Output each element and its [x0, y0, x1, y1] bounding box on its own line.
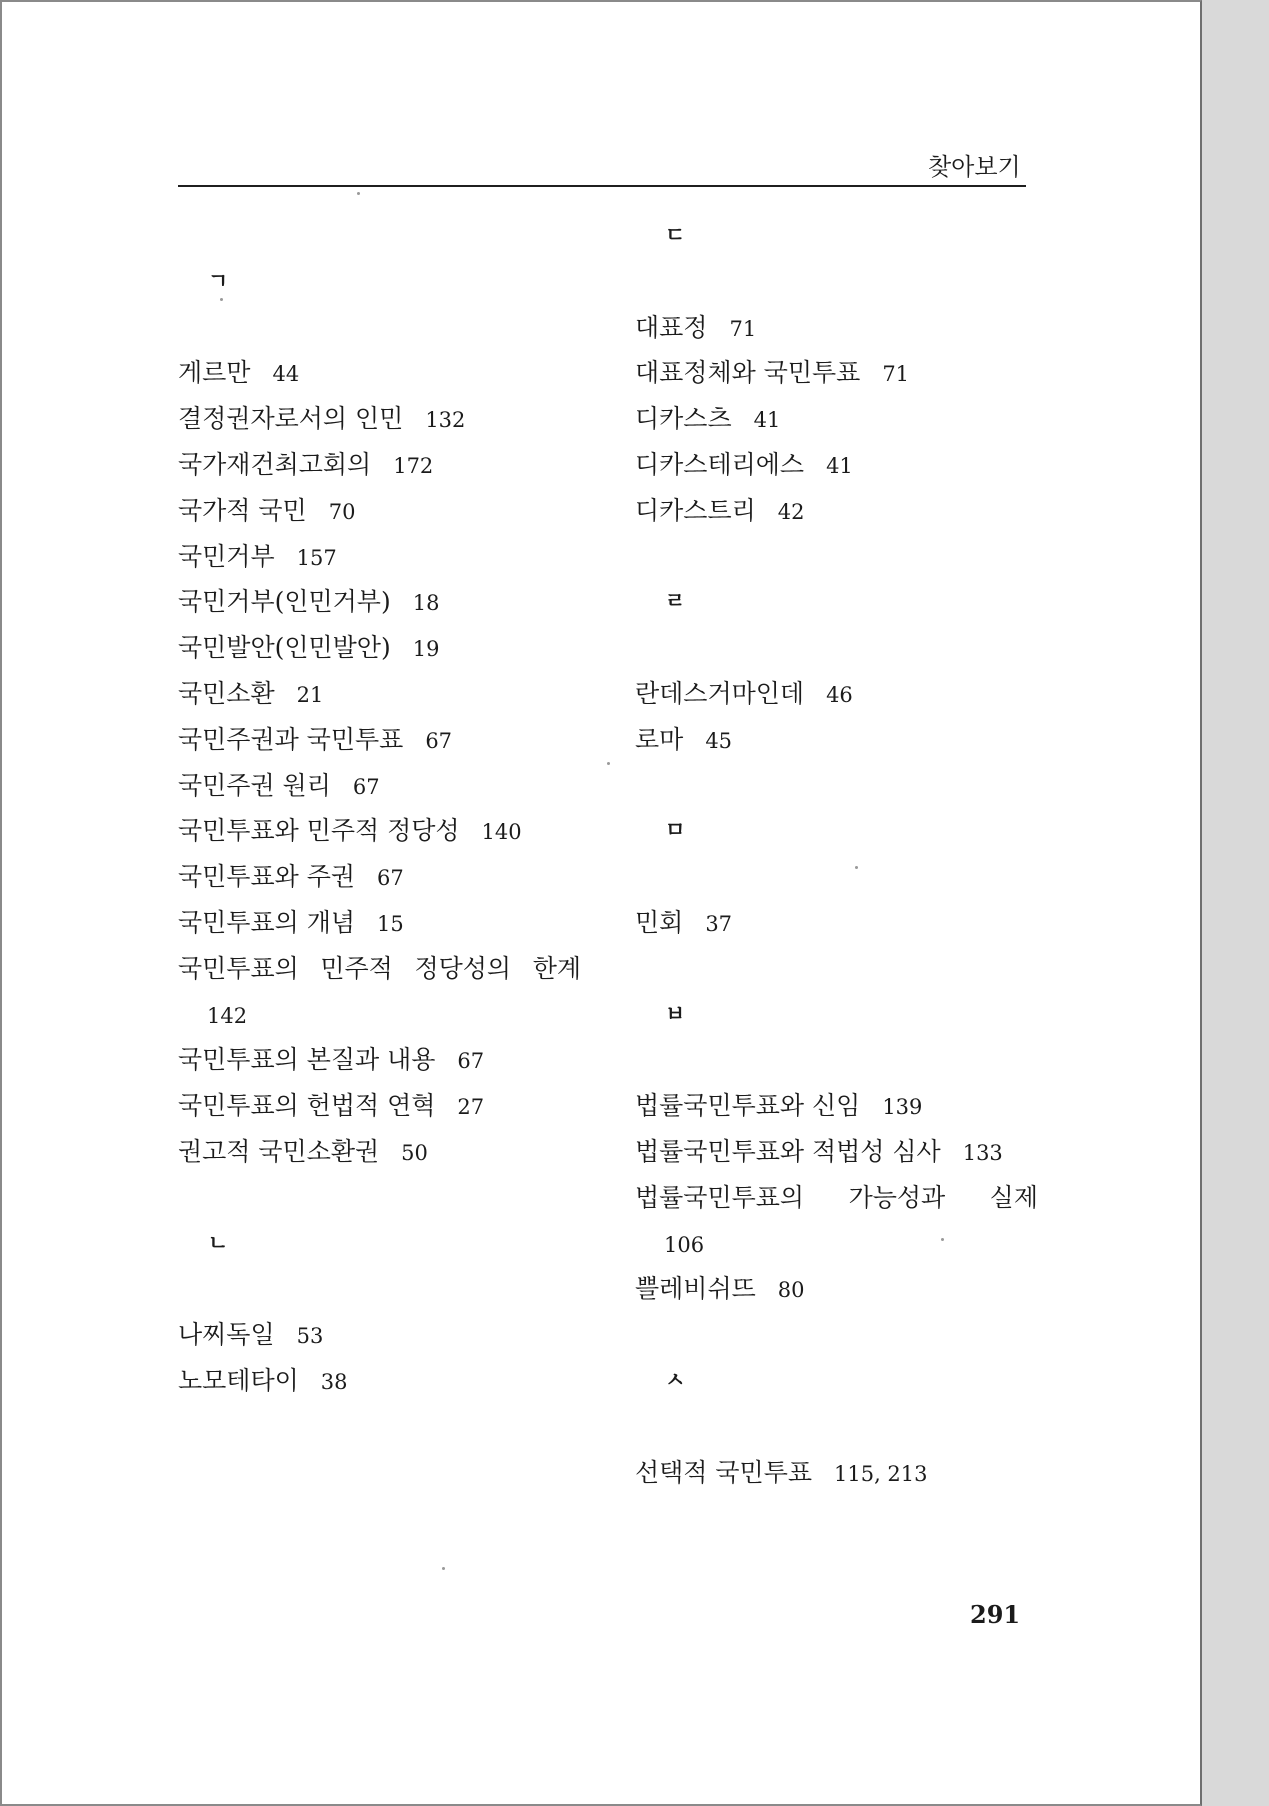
index-entry	[178, 625, 598, 671]
index-entry	[178, 1312, 598, 1358]
index-page-ref: 67	[425, 728, 453, 753]
index-entry	[178, 442, 598, 488]
index-letter-heading: ㅁ	[665, 818, 686, 843]
index-term: 국민거부(인민거부)	[178, 587, 391, 617]
index-page-ref: 132	[425, 408, 466, 433]
index-term: 노모테타이	[178, 1365, 299, 1395]
index-term: 디카스츠	[635, 404, 732, 434]
index-page-ref: 53	[296, 1324, 324, 1349]
index-term: 국민주권과 국민투표	[178, 724, 404, 754]
index-entry	[178, 900, 598, 946]
index-entry	[178, 763, 598, 809]
index-entry	[635, 488, 1055, 534]
index-term: 결정권자로서의 인민	[178, 404, 404, 434]
index-column-left	[178, 213, 598, 1404]
index-entry	[635, 1083, 1055, 1129]
index-page-ref: 106	[664, 1232, 705, 1257]
index-page-ref: 27	[457, 1095, 485, 1120]
index-entry-continuation	[635, 1221, 1055, 1267]
index-entry	[178, 946, 598, 992]
index-entry	[178, 1358, 598, 1404]
index-page-ref: 71	[729, 316, 757, 341]
scan-speck	[607, 762, 610, 765]
index-entry	[635, 442, 1055, 488]
index-term: 국민거부	[178, 541, 275, 571]
index-page-ref: 67	[457, 1049, 485, 1074]
index-letter-heading: ㄴ	[208, 1230, 229, 1255]
blank-line	[178, 213, 598, 259]
index-term: 대표정체와 국민투표	[635, 358, 861, 388]
index-term: 국민주권 원리	[178, 770, 331, 800]
index-term: 법률국민투표와 적법성 심사	[635, 1136, 941, 1166]
index-term: 게르만	[178, 358, 251, 388]
blank-line	[178, 1266, 598, 1312]
index-term: 국민투표의 개념	[178, 907, 355, 937]
index-page-ref: 139	[882, 1095, 923, 1120]
index-entry	[635, 717, 1055, 763]
scan-speck	[855, 866, 858, 869]
index-entry	[635, 1175, 1055, 1221]
blank-line	[635, 1404, 1055, 1450]
blank-line	[178, 1175, 598, 1221]
index-entry	[178, 534, 598, 580]
index-page-ref: 38	[320, 1369, 348, 1394]
index-page-ref: 19	[412, 637, 440, 662]
index-page-ref: 140	[481, 820, 522, 845]
blank-line	[635, 854, 1055, 900]
index-page-ref: 18	[412, 591, 440, 616]
scan-speck	[220, 298, 223, 301]
index-page-ref: 15	[377, 911, 404, 936]
blank-line	[635, 534, 1055, 580]
index-term: 국가적 국민	[178, 495, 307, 525]
index-entry-continuation	[178, 992, 598, 1038]
index-term: 국민투표와 민주적 정당성	[178, 816, 460, 846]
index-entry	[635, 1129, 1055, 1175]
header-rule	[178, 185, 1026, 187]
index-page-ref: 41	[826, 453, 853, 478]
index-term: 쁠레비쉬뜨	[635, 1274, 756, 1304]
index-page-ref: 44	[272, 362, 300, 387]
page-number: 291	[970, 1600, 1021, 1629]
blank-line	[635, 1312, 1055, 1358]
index-entry	[178, 579, 598, 625]
blank-line	[635, 763, 1055, 809]
index-page-ref: 172	[393, 453, 434, 478]
index-term: 대표정	[635, 312, 708, 342]
index-page-ref: 46	[826, 682, 853, 707]
index-entry	[635, 350, 1055, 396]
index-page-ref: 142	[207, 1003, 248, 1028]
index-term: 나찌독일	[178, 1320, 275, 1350]
index-entry	[635, 396, 1055, 442]
index-term: 국민발안(인민발안)	[178, 633, 391, 663]
index-term: 권고적 국민소환권	[178, 1136, 380, 1166]
index-page-ref: 70	[328, 499, 356, 524]
index-term: 국가재건최고회의	[178, 449, 372, 479]
index-term: 민회	[635, 907, 684, 937]
scan-speck	[442, 1567, 445, 1570]
index-page-ref: 45	[705, 728, 733, 753]
index-page-ref: 37	[705, 911, 733, 936]
index-page-ref: 71	[882, 362, 910, 387]
index-page-ref: 157	[296, 545, 337, 570]
index-term: 란데스거마인데	[635, 678, 805, 708]
index-letter-heading: ㄹ	[665, 589, 686, 614]
index-letter-heading: ㅅ	[665, 1367, 686, 1392]
running-head-title: 찾아보기	[928, 153, 1021, 181]
index-page-ref: 67	[352, 774, 380, 799]
index-letter-heading: ㅂ	[665, 1001, 686, 1026]
index-term: 로마	[635, 724, 684, 754]
blank-line	[635, 946, 1055, 992]
index-page-ref: 115, 213	[834, 1461, 928, 1486]
blank-line	[178, 305, 598, 351]
index-entry	[635, 1450, 1055, 1496]
index-term: 법률국민투표와 신임	[635, 1091, 861, 1121]
index-entry	[178, 350, 598, 396]
index-entry	[635, 671, 1055, 717]
index-term: 국민투표의 본질과 내용	[178, 1045, 436, 1075]
index-entry	[635, 900, 1055, 946]
index-entry	[178, 808, 598, 854]
index-entry	[635, 305, 1055, 351]
blank-line	[635, 1037, 1055, 1083]
index-page-ref: 80	[777, 1278, 805, 1303]
index-term: 국민소환	[178, 678, 275, 708]
index-page-ref: 50	[401, 1140, 428, 1165]
index-entry	[178, 1083, 598, 1129]
index-entry	[178, 1129, 598, 1175]
index-letter-heading: ㄱ	[208, 268, 229, 293]
index-page-ref: 21	[296, 682, 324, 707]
index-term: 법률국민투표의 가능성과 실제	[635, 1182, 1038, 1212]
index-term: 선택적 국민투표	[635, 1457, 812, 1487]
index-entry	[178, 396, 598, 442]
index-entry	[635, 1266, 1055, 1312]
index-entry	[178, 671, 598, 717]
index-entry	[178, 1037, 598, 1083]
index-term: 국민투표와 주권	[178, 862, 355, 892]
index-term: 디카스테리에스	[635, 449, 805, 479]
index-page-ref: 67	[377, 866, 404, 891]
index-term: 국민투표의 헌법적 연혁	[178, 1091, 436, 1121]
index-term: 국민투표의 민주적 정당성의 한계	[178, 953, 581, 983]
index-column-right	[635, 213, 1055, 1495]
scan-speck	[357, 192, 360, 195]
index-page-ref: 42	[777, 499, 805, 524]
blank-line	[635, 259, 1055, 305]
index-entry	[178, 717, 598, 763]
index-entry	[178, 854, 598, 900]
index-letter-heading: ㄷ	[665, 223, 686, 247]
index-term: 디카스트리	[635, 495, 756, 525]
index-entry	[178, 488, 598, 534]
index-page-ref: 41	[753, 408, 781, 433]
blank-line	[635, 625, 1055, 671]
index-page-ref: 133	[962, 1140, 1003, 1165]
scan-speck	[941, 1238, 944, 1241]
